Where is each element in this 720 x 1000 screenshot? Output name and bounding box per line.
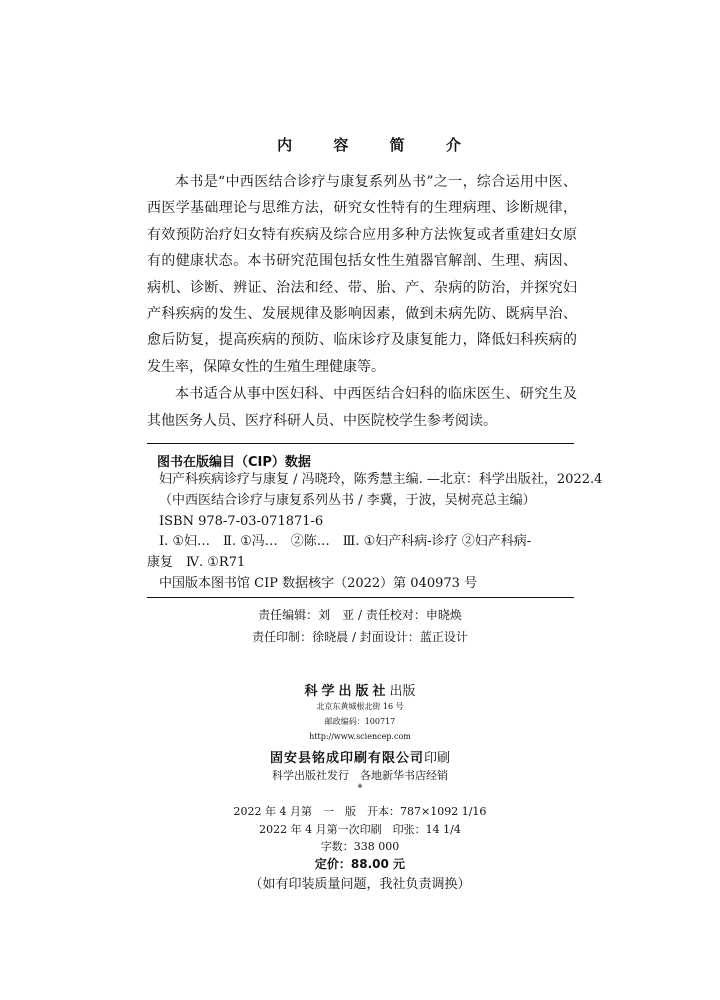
publisher-suffix: 出版 xyxy=(389,684,416,699)
cip-top-rule xyxy=(147,443,574,444)
printing-line: 2022 年 4 月第一次印刷 印张：14 1/4 xyxy=(259,823,461,836)
intro-section xyxy=(147,169,577,434)
cip-classification-2: 康复 Ⅳ. ①R71 xyxy=(147,555,246,571)
cip-title-line: 妇产科疾病诊疗与康复 / 冯晓玲，陈秀慧主编. —北京：科学出版社，2022.4 xyxy=(159,472,603,487)
cip-heading: 图书在版编目（CIP）数据 xyxy=(157,455,311,470)
separator-star: * xyxy=(357,783,363,794)
credits-block xyxy=(0,604,720,648)
quality-note: （如有印装质量问题，我社负责调换） xyxy=(249,877,471,892)
cip-block xyxy=(147,443,603,598)
cip-classification-1: Ⅰ. ①妇… Ⅱ. ①冯… ②陈… Ⅲ. ①妇产科病-诊疗 ②妇产科病- xyxy=(159,534,532,550)
credits-print-line: 责任印制：徐晓晨 / 封面设计：蓝正设计 xyxy=(252,630,468,644)
cip-isbn: ISBN 978-7-03-071871-6 xyxy=(159,513,324,529)
credits-editor-line: 责任编辑：刘 亚 / 责任校对：申晓焕 xyxy=(258,608,462,622)
intro-paragraph-1: 本书是“中西医结合诊疗与康复系列丛书”之一，综合运用中医、西医学基础理论与思维方法，研究女性特有的生理病理、诊断规律，有效预防治疗妇女特有疾病及综合应用多种方法恢复或者重建妇女原有的健康状态。本书研究范围包括女性生殖器官解剖、生理、病因、病机、诊断、辨证、治法和经、带、胎、产、杂病的防治，并探究妇产科疾病的发生、发展规律及影响因素，做到未病先防、既病早治、愈后防复，提高疾病的预防、临床诊疗及康复能力，降低妇科疾病的发生率，保障女性的生殖生理健康等。 xyxy=(147,174,577,375)
publisher-line xyxy=(0,680,720,699)
printer-suffix: 印刷 xyxy=(424,751,451,766)
page-title: 内 容 简 介 xyxy=(277,136,479,154)
distribution-line: 科学出版社发行 各地新华书店经销 xyxy=(272,769,448,782)
printer-name: 固安县铭成印刷有限公司 xyxy=(269,751,424,766)
publisher-address: 北京东黄城根北街 16 号 xyxy=(316,702,404,711)
intro-paragraph-2: 本书适合从事中医妇科、中西医结合妇科的临床医生、研究生及其他医务人员、医疗科研人员、中医院校学生参考阅读。 xyxy=(147,386,577,429)
price: 定价：88.00 元 xyxy=(314,857,406,871)
word-count: 字数：338 000 xyxy=(320,840,400,853)
printer-line xyxy=(0,747,720,766)
publisher-logo: 科学出版社 xyxy=(304,684,390,699)
cip-record-number: 中国版本图书馆 CIP 数据核字（2022）第 040973 号 xyxy=(159,575,478,591)
publisher-postcode: 邮政编码：100717 xyxy=(324,717,396,726)
publisher-url: http://www.sciencep.com xyxy=(309,732,411,741)
cip-bottom-rule xyxy=(147,597,574,598)
cip-series-line: （中西医结合诊疗与康复系列丛书 / 李冀，于波，吴树亮总主编） xyxy=(159,492,536,508)
edition-line: 2022 年 4 月第 一 版 开本：787×1092 1/16 xyxy=(233,805,487,818)
